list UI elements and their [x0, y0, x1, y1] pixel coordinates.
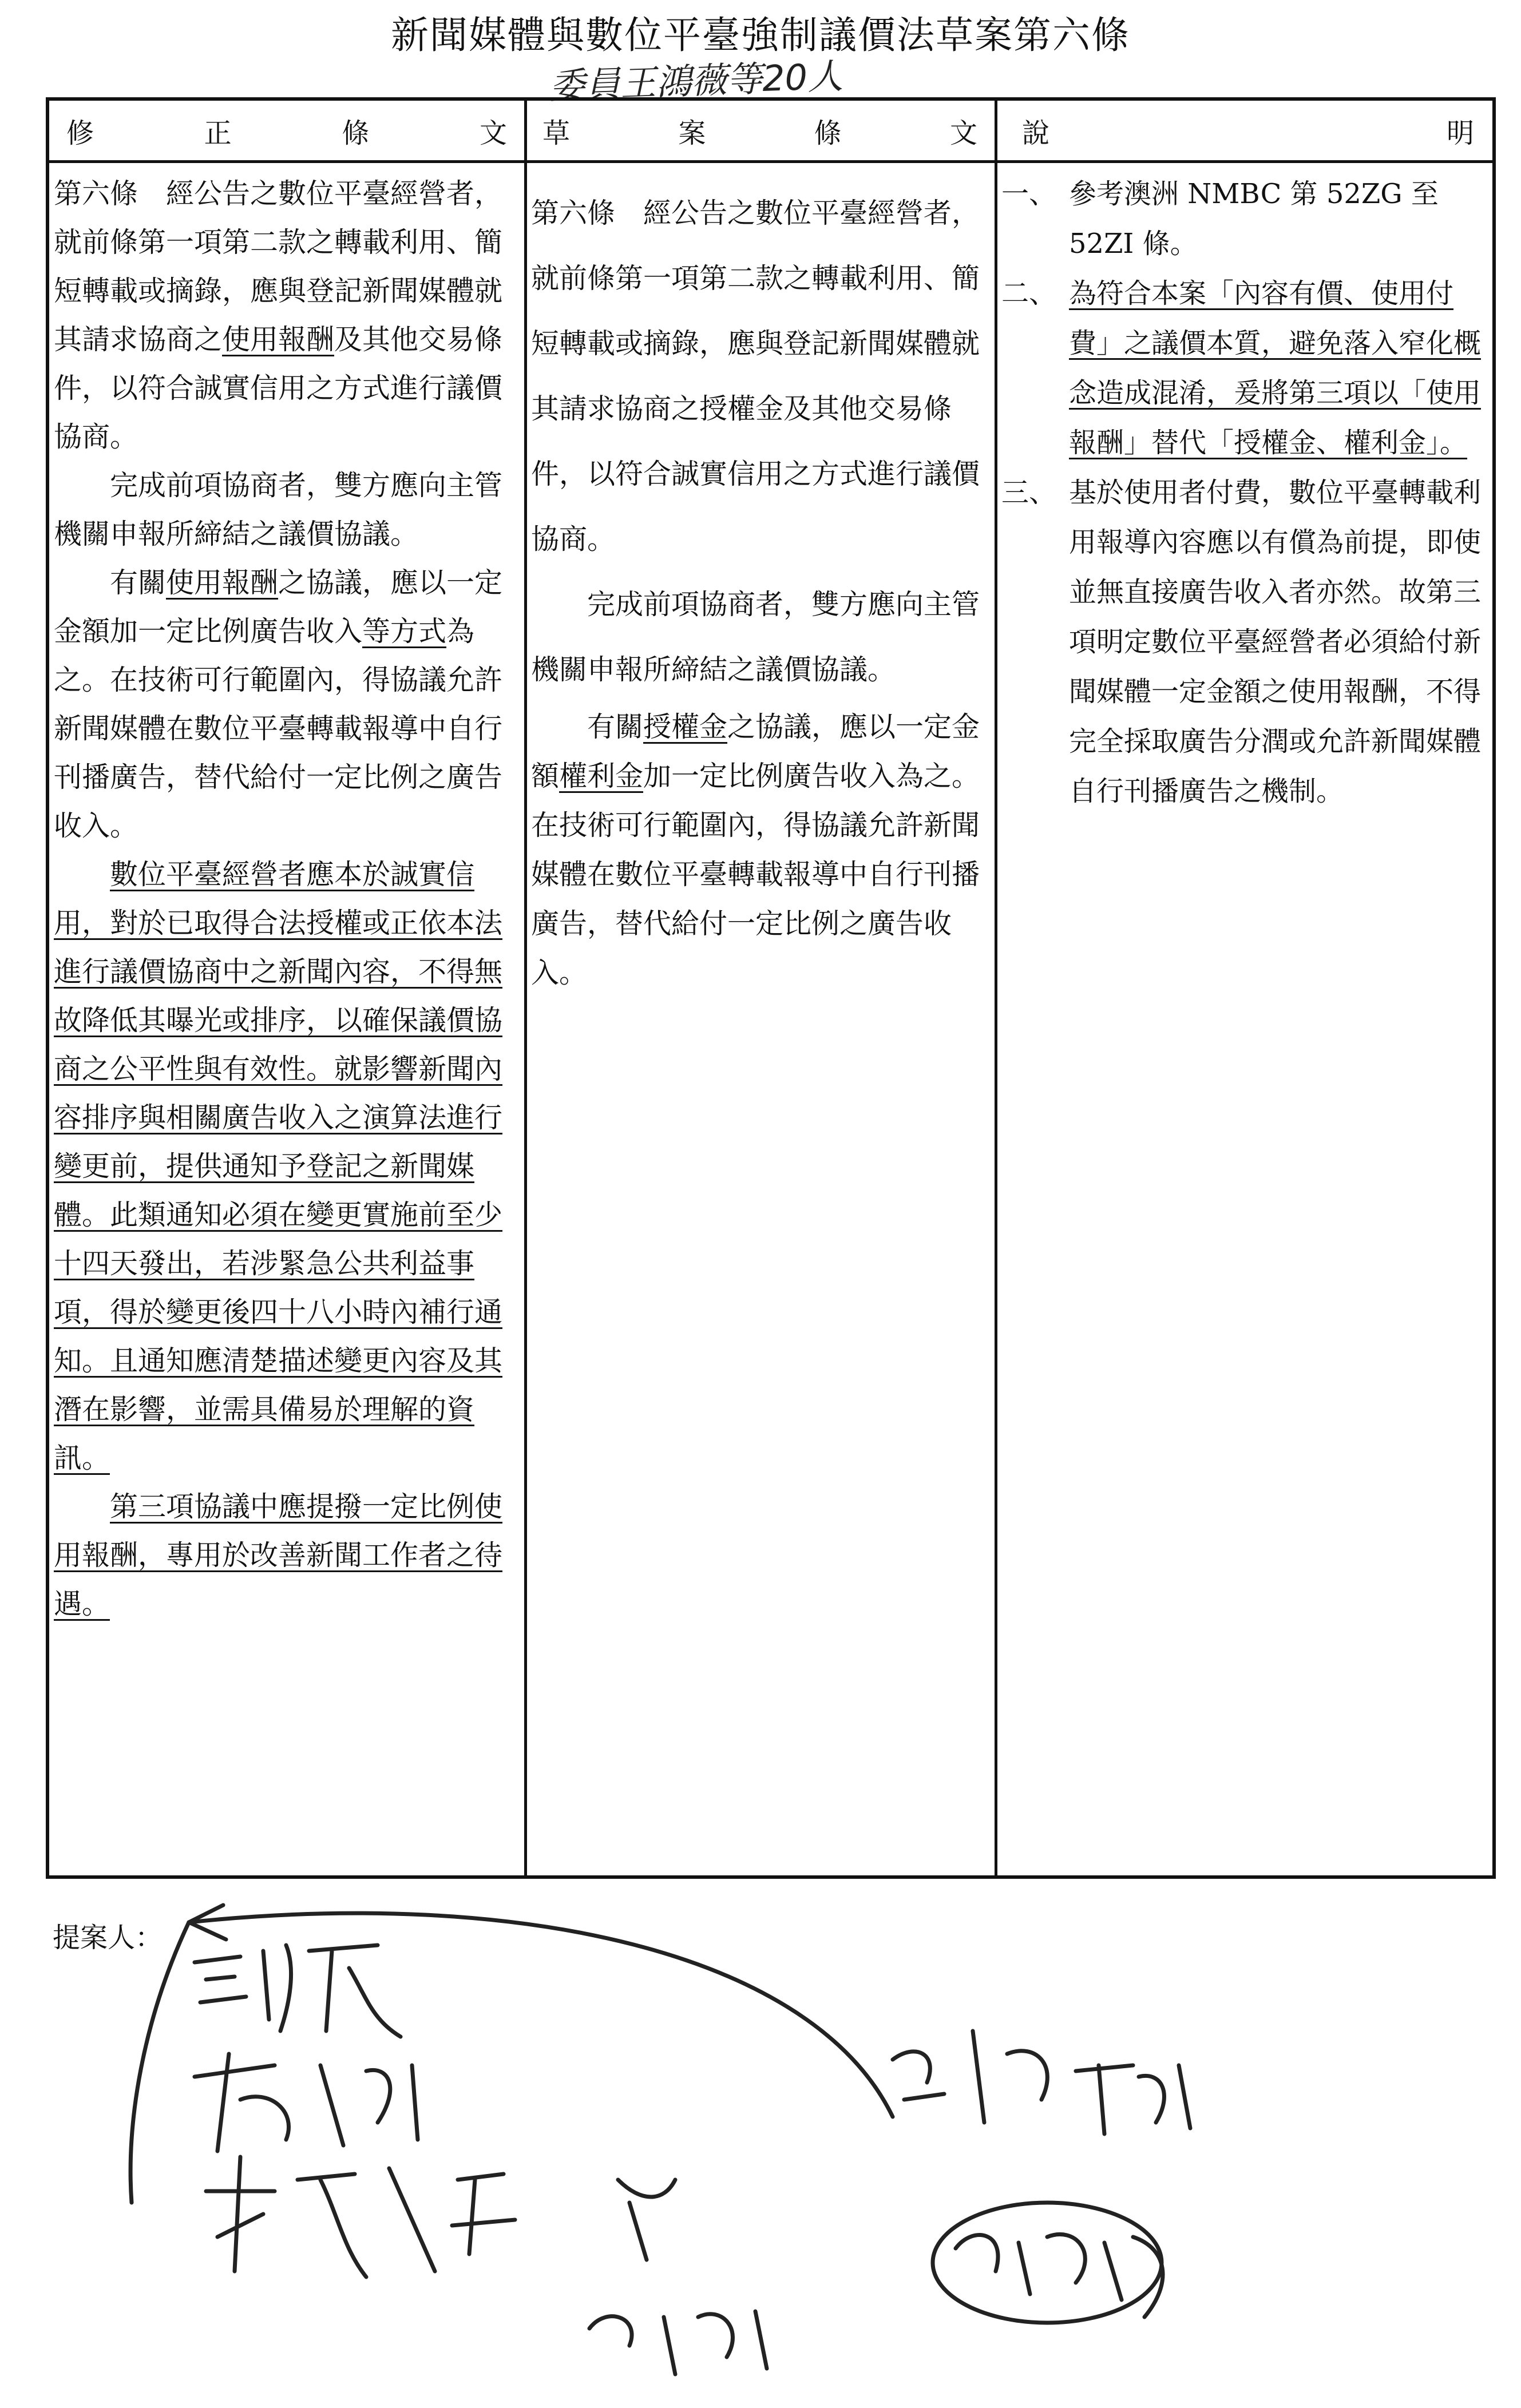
- text-run: 加一定比例廣告收入為之。在技術可行範圍內，得協議允許新聞媒體在數位平臺轉載報導中自行刊播廣告，替代給付一定比例之廣告收入。: [531, 760, 980, 989]
- header-char: 文: [949, 117, 977, 149]
- header-draft: [542, 101, 977, 160]
- text-run: 有關: [110, 566, 167, 599]
- text-run: 有關: [587, 711, 644, 743]
- underlined-paragraph: 數位平臺經營者應本於誠實信用，對於已取得合法授權或正依本法進行議價協商中之新聞內容，不得無故降低其曝光或排序，以確保議價協商之公平性與有效性。就影響新聞內容排序與相關廣告收入之演算法進行變更前，提供通知予登記之新聞媒體。此類通知必須在變更實施前至少十四天發出，若涉緊急公共利益事項，得於變更後四十八小時內補行通知。且通知應清楚描述變更內容及其潛在影響，並需具備易於理解的資訊。: [54, 858, 503, 1474]
- draft-column: [531, 181, 983, 998]
- explanation-item-3: [1001, 468, 1483, 816]
- amended-column: [54, 169, 513, 1628]
- header-amended: [66, 101, 507, 160]
- item-text: 參考澳洲 NMBC 第 52ZG 至 52ZI 條。: [1069, 178, 1439, 260]
- header-explanation: [1022, 101, 1474, 160]
- document-title: 新聞媒體與數位平臺強制議價法草案第六條: [391, 13, 1130, 57]
- header-char: 文: [479, 117, 507, 149]
- explanation-item-1: [1001, 169, 1483, 269]
- underlined-term: 權利金: [559, 760, 644, 792]
- header-char: 草: [542, 117, 571, 149]
- text-run: 為之。在技術可行範圍內，得協議允許新聞媒體在數位平臺轉載報導中自行刊播廣告，替代給付一定比例之廣告收入。: [54, 615, 503, 842]
- proposer-label: 提案人：: [53, 1923, 163, 1953]
- header-char: 修: [66, 117, 94, 149]
- item-text: 基於使用者付費，數位平臺轉載利用報導內容應以有償為前提，即使並無直接廣告收入者亦然。故第三項明定數位平臺經營者必須給付新聞媒體一定金額之使用報酬，不得完全採取廣告分潤或允許新聞媒體自行刊播廣告之機制。: [1069, 477, 1482, 807]
- signature-5: [893, 2031, 1190, 2134]
- explanation-column: [1001, 169, 1483, 816]
- item-number: 三、: [1001, 477, 1057, 509]
- comparison-table: [46, 97, 1496, 1879]
- underlined-term: 使用報酬: [222, 323, 335, 356]
- signature-4: [589, 2311, 767, 2374]
- text-run: 之協議，應以一定金額加一定比例廣告收入: [54, 566, 503, 648]
- header-char: 說: [1022, 117, 1050, 149]
- text-run: 之協議，應以一定金額: [531, 711, 980, 792]
- underlined-term: 授權金: [643, 711, 728, 743]
- item-text: 為符合本案「內容有價、使用付費」之議價本質，避免落入窄化概念造成混淆，爰將第三項以「使用報酬」替代「授權金、權利金」。: [1069, 277, 1482, 459]
- item-number: 一、: [1001, 178, 1057, 210]
- text-run: 第六條 經公告之數位平臺經營者，就前條第一項第二款之轉載利用、簡短轉載或摘錄，應與登記新聞媒體就其請求協商之: [54, 177, 503, 356]
- amended-paragraph-4: [54, 850, 513, 1482]
- draft-paragraph-1: 第六條 經公告之數位平臺經營者，就前條第一項第二款之轉載利用、簡短轉載或摘錄，應與登記新聞媒體就其請求協商之授權金及其他交易條件，以符合誠實信用之方式進行議價協商。: [531, 197, 980, 556]
- handwritten-committee-note: 委員王鴻薇等20人: [549, 55, 844, 107]
- column-divider: [524, 101, 527, 1875]
- header-char: 條: [342, 117, 370, 149]
- underlined-term: 等方式: [362, 615, 447, 648]
- signature-3: [206, 2157, 675, 2277]
- handwritten-arrow: [189, 1913, 893, 2117]
- signature-2: [195, 2054, 418, 2151]
- explanation-item-2: [1001, 269, 1483, 468]
- amended-paragraph-1: [54, 169, 513, 461]
- column-divider: [995, 101, 997, 1875]
- header-char: 正: [204, 117, 232, 149]
- header-char: 條: [814, 117, 842, 149]
- header-char: 案: [678, 117, 706, 149]
- circled-signature: [933, 2203, 1162, 2323]
- header-char: 明: [1446, 117, 1474, 149]
- header-divider: [49, 160, 1492, 163]
- draft-paragraph-3: [531, 703, 983, 998]
- underlined-paragraph: 第三項協議中應提撥一定比例使用報酬，專用於改善新聞工作者之待遇。: [54, 1490, 503, 1620]
- amended-paragraph-3: [54, 558, 513, 850]
- signature-1: [195, 1945, 401, 2037]
- draft-paragraph-2: 完成前項協商者，雙方應向主管機關申報所締結之議價協議。: [531, 588, 980, 686]
- amended-paragraph-5: [54, 1482, 513, 1628]
- signatures-area: [0, 1882, 1521, 2397]
- underlined-term: 使用報酬: [166, 566, 279, 599]
- amended-paragraph-2: 完成前項協商者，雙方應向主管機關申報所締結之議價協議。: [54, 469, 503, 550]
- item-number: 二、: [1001, 277, 1057, 310]
- text-run: 及其他交易條件，以符合誠實信用之方式進行議價協商。: [54, 323, 503, 453]
